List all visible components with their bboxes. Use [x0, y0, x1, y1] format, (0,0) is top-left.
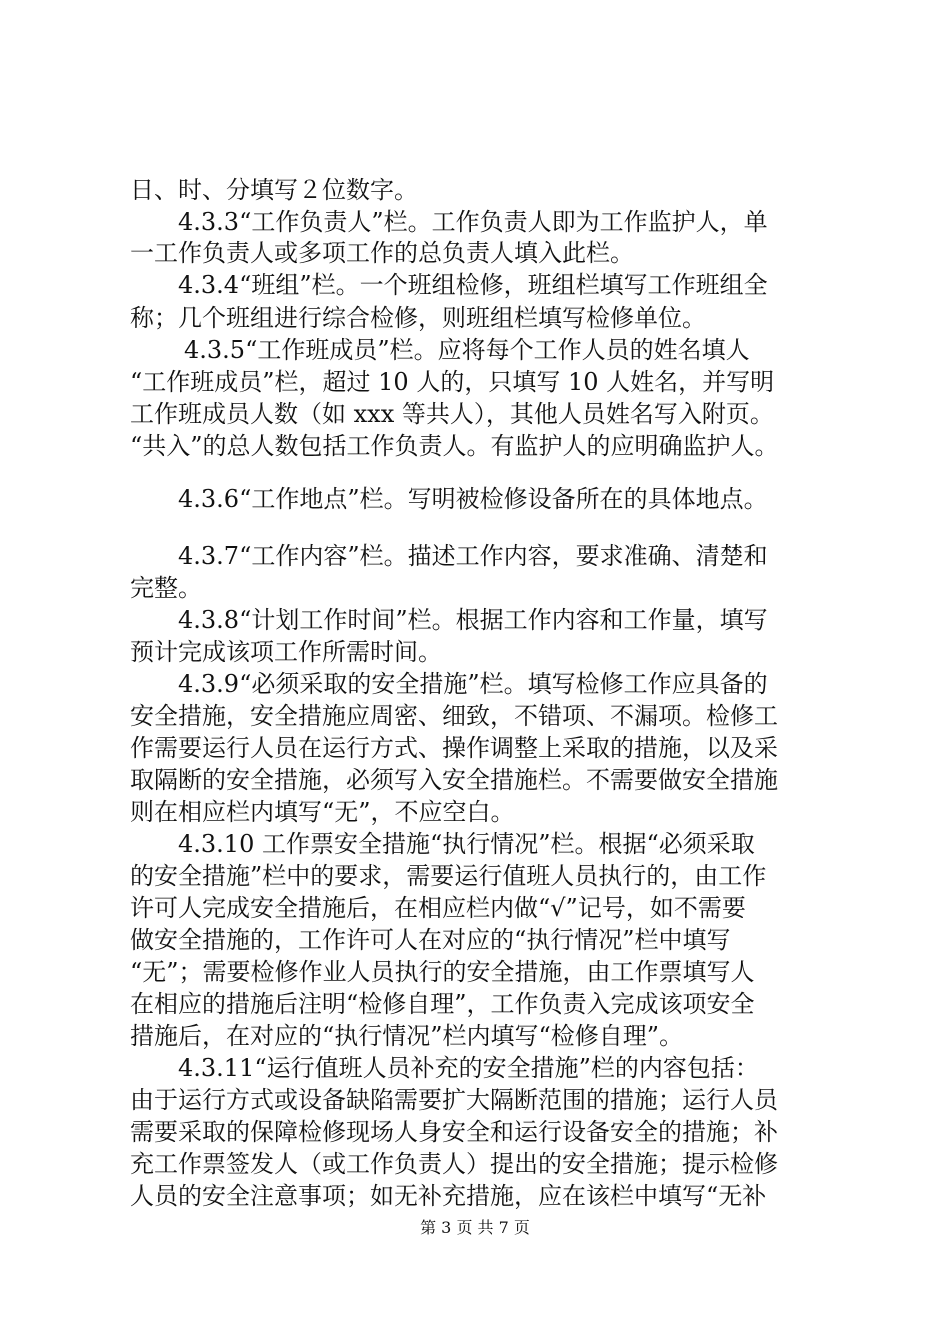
text-line: 4.3.4“班组”栏。一个班组检修，班组栏填写工作班组全 [178, 271, 768, 299]
text-line: 4.3.7“工作内容”栏。描述工作内容，要求准确、清楚和 [178, 542, 768, 570]
text-line: 作需要运行人员在运行方式、操作调整上采取的措施，以及采 [130, 734, 778, 762]
text-line: “无”；需要检修作业人员执行的安全措施，由工作票填写人 [130, 958, 755, 986]
text-line: 4.3.9“必须采取的安全措施”栏。填写检修工作应具备的 [178, 670, 768, 698]
text-line: 人员的安全注意事项；如无补充措施，应在该栏中填写“无补 [130, 1182, 767, 1210]
text-line: 4.3.11“运行值班人员补充的安全措施”栏的内容包括： [178, 1054, 759, 1082]
text-line: 做安全措施的，工作许可人在对应的“执行情况”栏中填写 [130, 926, 731, 954]
text-line: 工作班成员人数（如 xxx 等共人），其他人员姓名写入附页。 [130, 400, 774, 428]
text-line: 许可人完成安全措施后，在相应栏内做“√”记号，如不需要 [130, 894, 746, 922]
text-line: 4.3.3“工作负责人”栏。工作负责人即为工作监护人，单 [178, 208, 768, 236]
text-line: 由于运行方式或设备缺陷需要扩大隔断范围的措施；运行人员 [130, 1086, 778, 1114]
text-line: “共入”的总人数包括工作负责人。有监护人的应明确监护人。 [130, 432, 779, 460]
text-line: 在相应的措施后注明“检修自理”，工作负责入完成该项安全 [130, 990, 755, 1018]
text-line: 4.3.5“工作班成员”栏。应将每个工作人员的姓名填人 [184, 336, 750, 364]
text-line: 日、时、分填写２位数字。 [130, 176, 418, 204]
page-footer: 第 3 页 共 7 页 [420, 1218, 530, 1237]
text-line: 安全措施，安全措施应周密、细致，不错项、不漏项。检修工 [130, 702, 778, 730]
text-line: 预计完成该项工作所需时间。 [130, 638, 442, 666]
text-line: 取隔断的安全措施，必须写入安全措施栏。不需要做安全措施 [130, 766, 778, 794]
text-line: 需要采取的保障检修现场人身安全和运行设备安全的措施；补 [130, 1118, 778, 1146]
text-line: 4.3.6“工作地点”栏。写明被检修设备所在的具体地点。 [178, 485, 768, 513]
text-line: 称；几个班组进行综合检修，则班组栏填写检修单位。 [130, 304, 706, 332]
text-line: 一工作负责人或多项工作的总负责人填入此栏。 [130, 239, 634, 267]
text-line: 完整。 [130, 574, 202, 602]
text-line: 充工作票签发人（或工作负责人）提出的安全措施；提示检修 [130, 1150, 778, 1178]
text-line: 措施后，在对应的“执行情况”栏内填写“检修自理”。 [130, 1022, 684, 1050]
text-line: 4.3.8“计划工作时间”栏。根据工作内容和工作量，填写 [178, 606, 768, 634]
text-line: 的安全措施”栏中的要求，需要运行值班人员执行的，由工作 [130, 862, 767, 890]
text-line: “工作班成员”栏，超过 10 人的，只填写 10 人姓名，并写明 [130, 368, 775, 396]
text-line: 4.3.10 工作票安全措施“执行情况”栏。根据“必须采取 [178, 830, 755, 858]
text-line: 则在相应栏内填写“无”，不应空白。 [130, 798, 515, 826]
